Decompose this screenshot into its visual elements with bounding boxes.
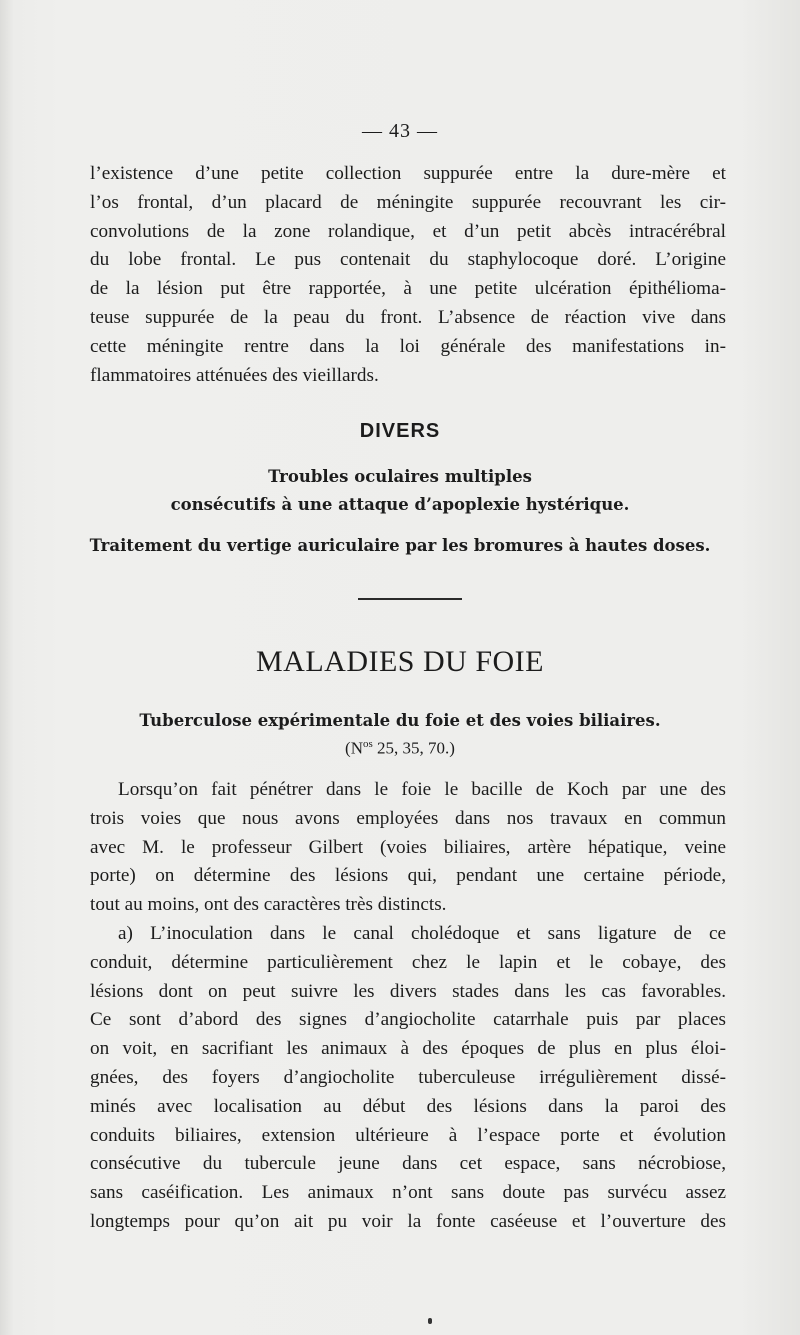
text-line: consécutive du tubercule jeune dans cet espace, sans nécrobiose, — [90, 1153, 726, 1175]
text-line: conduits biliaires, extension ultérieure à l’espace porte et évolution — [90, 1124, 726, 1146]
references-prefix: (N — [345, 738, 363, 758]
divers-item-1-subtitle: consécutifs à une attaque d’apoplexie hystérique. — [170, 495, 630, 514]
text-line: trois voies que nous avons employées dans nos travaux en commun — [90, 807, 726, 829]
references — [0, 738, 800, 759]
text-line: teuse suppurée de la peau du front. L’absence de réaction vive dans — [90, 306, 726, 328]
text-line: a) L’inoculation dans le canal cholédoque et sans ligature de ce — [118, 923, 726, 944]
intro-paragraph — [90, 160, 726, 390]
divers-item-1-title: Troubles oculaires multiples — [268, 467, 532, 486]
text-line: longtemps pour qu’on ait pu voir la fonte caséeuse et l’ouverture des — [90, 1210, 726, 1232]
text-line: l’existence d’une petite collection suppurée entre la dure-mère et — [90, 163, 726, 184]
maladies-subtitle: Tuberculose expérimentale du foie et des voies biliaires. — [139, 711, 661, 730]
text-line: on voit, en sacrifiant les animaux à des époques de plus en plus éloi- — [90, 1038, 726, 1060]
text-line: lésions dont on peut suivre les divers stades dans les cas favorables. — [90, 980, 726, 1002]
text-line: l’os frontal, d’un placard de méningite suppurée recouvrant les cir- — [90, 191, 726, 213]
text-line: porte) on détermine des lésions qui, pendant une certaine période, — [90, 865, 726, 887]
references-numbers: 25, 35, 70.) — [372, 738, 455, 758]
text-line: cette méningite rentre dans la loi générale des manifestations in- — [90, 335, 726, 357]
body-paragraph-1 — [90, 776, 726, 920]
ink-speck — [428, 1318, 432, 1324]
text-line: convolutions de la zone rolandique, et d’un petit abcès intracérébral — [90, 220, 726, 242]
text-line: gnées, des foyers d’angiocholite tuberculeuse irrégulièrement dissé- — [90, 1066, 726, 1088]
divers-item-2-title: Traitement du vertige auriculaire par les bromures à hautes doses. — [89, 536, 711, 555]
text-line: sans caséification. Les animaux n’ont sans doute pas survécu assez — [90, 1182, 726, 1204]
text-line: minés avec localisation au début des lésions dans la paroi des — [90, 1095, 726, 1117]
text-line: flammatoires atténuées des vieillards. — [90, 364, 379, 386]
text-line: tout au moins, ont des caractères très distincts. — [90, 894, 447, 916]
body-paragraph-2 — [90, 920, 726, 1237]
section-title-maladies-du-foie: MALADIES DU FOIE — [256, 645, 544, 678]
page-number: — 43 — — [362, 120, 438, 142]
text-line: du lobe frontal. Le pus contenait du staphylocoque doré. L’origine — [90, 249, 726, 271]
section-heading-divers: DIVERS — [359, 420, 441, 442]
text-line: conduit, détermine particulièrement chez le lapin et le cobaye, des — [90, 951, 726, 973]
references-superscript: os — [363, 738, 373, 750]
text-line: avec M. le professeur Gilbert (voies biliaires, artère hépatique, veine — [90, 836, 726, 858]
section-divider — [358, 598, 462, 600]
text-line: Lorsqu’on fait pénétrer dans le foie le bacille de Koch par une des — [118, 779, 726, 800]
text-line: de la lésion put être rapportée, à une petite ulcération épithélioma- — [90, 278, 726, 300]
text-line: Ce sont d’abord des signes d’angiocholite catarrhale puis par places — [90, 1009, 726, 1031]
